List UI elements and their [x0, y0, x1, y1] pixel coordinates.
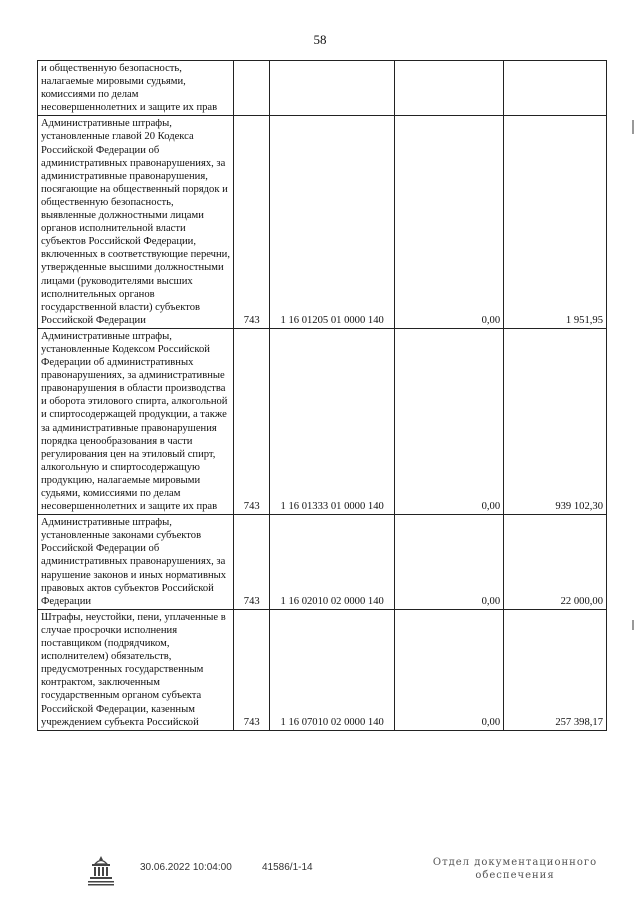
row-plan-amount: 0,00	[395, 515, 504, 610]
row-admin-code	[234, 61, 270, 116]
scan-edge-mark	[632, 620, 634, 630]
row-fact-amount: 257 398,17	[504, 609, 607, 730]
revenue-table	[37, 60, 607, 731]
row-name: Административные штрафы, установленные главой 20 Кодекса Российской Федерации об административных правонарушениях, за административные правонарушения, посягающие на общественный порядок и общественную безопасность, выявленные должностными лицами органов исполнительной власти субъектов Российской Федерации, включенных в соответствующие перечни, утвержденные высшими должностными лицами (руководителями высших исполнительных органов государственной власти) субъектов Российской Федерации	[38, 116, 234, 329]
stamp-line: Отдел документационного	[432, 857, 598, 868]
row-budget-code: 1 16 07010 02 0000 140	[270, 609, 395, 730]
row-name: Административные штрафы, установленные Кодексом Российской Федерации об административных правонарушениях, за административные правонарушения в области производства и оборота этилового спирта, алкогольной и спиртосодержащей продукции, а также за административные правонарушения порядка ценообразования в части регулирования цен на этиловый спирт, алкогольную и спиртосодержащую продукцию, налагаемые мировыми судьями, комиссиями по делам несовершеннолетних и защите их прав	[38, 328, 234, 514]
stamp-line: обеспечения	[475, 870, 555, 881]
row-admin-code: 743	[234, 515, 270, 610]
row-budget-code: 1 16 02010 02 0000 140	[270, 515, 395, 610]
row-admin-code: 743	[234, 328, 270, 514]
table-row	[38, 328, 607, 514]
row-name: и общественную безопасность, налагаемые мировыми судьями, комиссиями по делам несовершеннолетних и защите их прав	[38, 61, 234, 116]
table-row	[38, 609, 607, 730]
row-budget-code: 1 16 01333 01 0000 140	[270, 328, 395, 514]
table-row	[38, 515, 607, 610]
row-budget-code: 1 16 01205 01 0000 140	[270, 116, 395, 329]
row-fact-amount: 22 000,00	[504, 515, 607, 610]
table-row	[38, 116, 607, 329]
duma-building-logo-icon	[86, 854, 116, 888]
department-stamp	[430, 856, 600, 882]
row-admin-code: 743	[234, 609, 270, 730]
page-number: 58	[313, 32, 327, 47]
document-datetime: 30.06.2022 10:04:00	[140, 862, 232, 873]
row-name: Штрафы, неустойки, пени, уплаченные в случае просрочки исполнения поставщиком (подрядчиком, исполнителем) обязательств, предусмотренных государственным контрактом, заключенным государственным органом субъекта Российской Федерации, казенным учреждением субъекта Российской	[38, 609, 234, 730]
row-fact-amount: 939 102,30	[504, 328, 607, 514]
table-row	[38, 61, 607, 116]
row-plan-amount: 0,00	[395, 328, 504, 514]
row-plan-amount	[395, 61, 504, 116]
row-fact-amount	[504, 61, 607, 116]
row-fact-amount: 1 951,95	[504, 116, 607, 329]
row-plan-amount: 0,00	[395, 609, 504, 730]
scan-edge-mark	[632, 120, 634, 134]
row-name: Административные штрафы, установленные законами субъектов Российской Федерации об административных правонарушениях, за нарушение законов и иных нормативных правовых актов субъектов Российской Федерации	[38, 515, 234, 610]
row-budget-code	[270, 61, 395, 116]
page-footer	[0, 850, 640, 900]
row-admin-code: 743	[234, 116, 270, 329]
registration-number: 41586/1-14	[262, 862, 313, 873]
row-plan-amount: 0,00	[395, 116, 504, 329]
